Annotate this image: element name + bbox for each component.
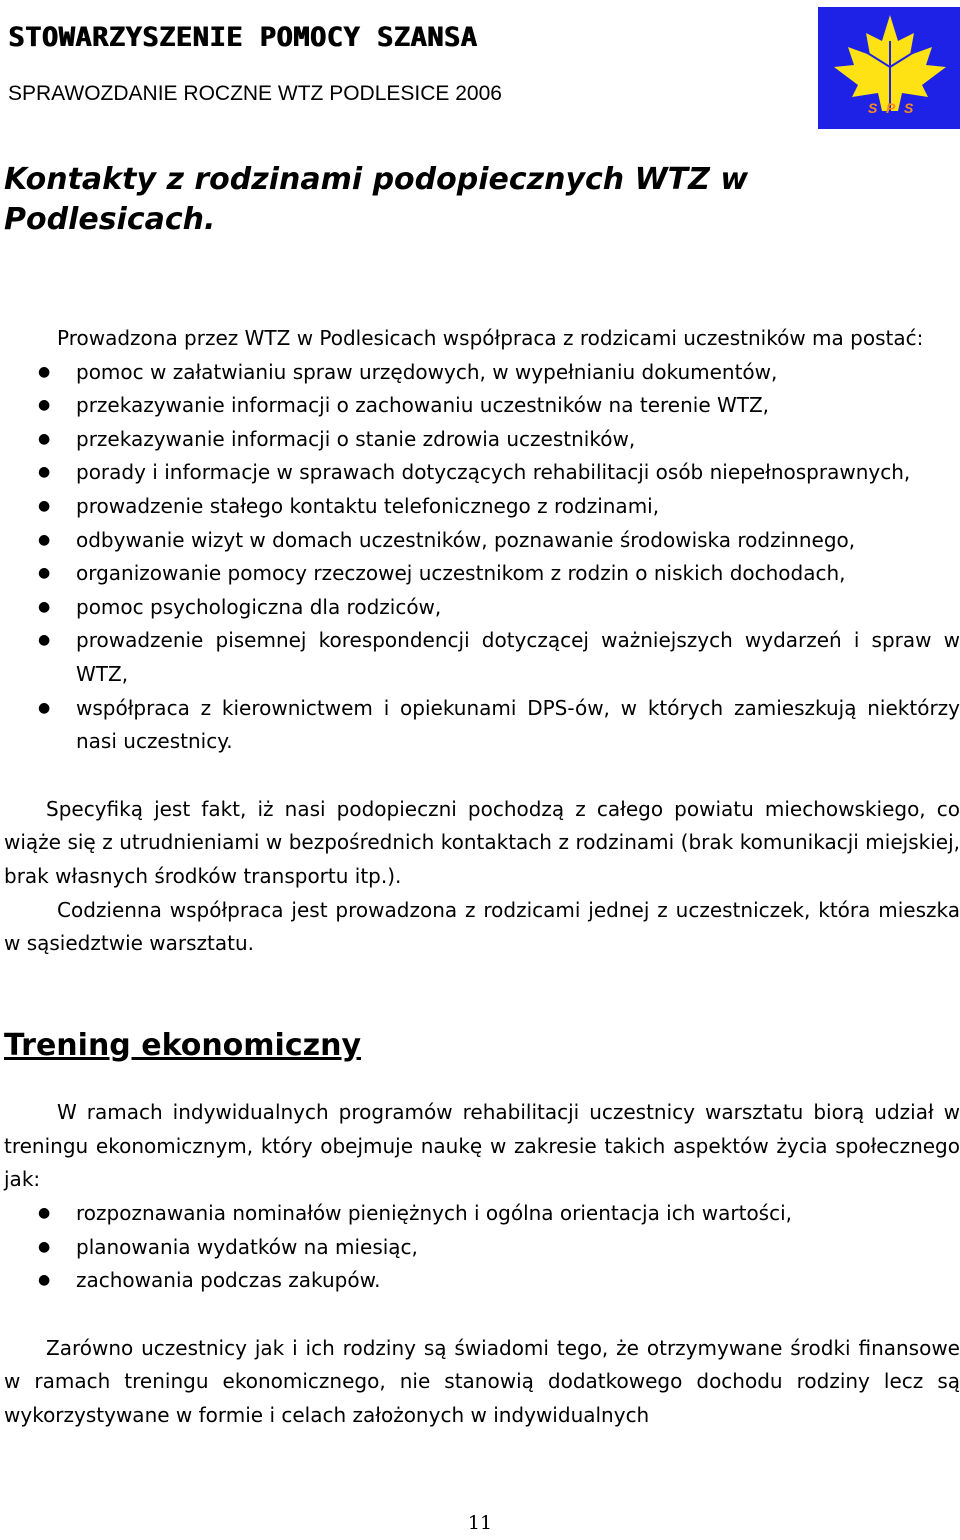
list-item: ● rozpoznawania nominałów pieniężnych i ogólna orientacja ich wartości, bbox=[4, 1197, 960, 1231]
bullet-icon: ● bbox=[38, 1238, 51, 1255]
document-body bbox=[4, 160, 960, 1433]
body-paragraph: Specyfiką jest fakt, iż nasi podopieczni pochodzą z całego powiatu miechowskiego, co wiąże się z utrudnieniami w bezpośrednich kontaktach z rodzinami (brak komunikacji miejskiej, brak własnych środków transportu itp.). bbox=[4, 796, 960, 888]
body-paragraph: Zarówno uczestnicy jak i ich rodziny są świadomi tego, że otrzymywane środki finansowe w ramach treningu ekonomicznego, nie stanowią dodatkowego dochodu rodziny lecz są wykorzystywane w formie i celach założonych w indywidualnych bbox=[4, 1335, 960, 1428]
intro-paragraph: Prowadzona przez WTZ w Podlesicach współpraca z rodzicami uczestników ma postać: bbox=[57, 326, 924, 350]
list-item: ● planowania wydatków na miesiąc, bbox=[4, 1231, 960, 1265]
list-item: ● organizowanie pomocy rzeczowej uczestnikom z rodzin o niskich dochodach, bbox=[4, 557, 960, 591]
list-item: ● pomoc w załatwianiu spraw urzędowych, w wypełnianiu dokumentów, bbox=[4, 356, 960, 390]
bullet-icon: ● bbox=[38, 430, 51, 447]
bullet-list bbox=[4, 1197, 960, 1298]
section-title: Kontakty z rodzinami podopiecznych WTZ w Podlesicach. bbox=[4, 162, 749, 237]
logo-letter: P bbox=[886, 100, 896, 116]
logo-letter: S bbox=[904, 100, 914, 116]
bullet-icon: ● bbox=[38, 497, 51, 514]
list-item: ● odbywanie wizyt w domach uczestników, poznawanie środowiska rodzinnego, bbox=[4, 524, 960, 558]
list-item: ● prowadzenie pisemnej korespondencji dotyczącej ważniejszych wydarzeń i spraw w WTZ, bbox=[4, 624, 960, 691]
list-item: ● zachowania podczas zakupów. bbox=[4, 1264, 960, 1298]
list-item: ● prowadzenie stałego kontaktu telefonicznego z rodzinami, bbox=[4, 490, 960, 524]
bullet-icon: ● bbox=[38, 464, 51, 481]
bullet-list bbox=[4, 356, 960, 759]
page-number: 11 bbox=[467, 1512, 493, 1534]
bullet-icon: ● bbox=[38, 632, 51, 649]
list-item: ● przekazywanie informacji o zachowaniu uczestników na terenie WTZ, bbox=[4, 389, 960, 423]
bullet-icon: ● bbox=[38, 699, 51, 716]
bullet-icon: ● bbox=[38, 1272, 51, 1289]
list-item: ● współpraca z kierownictwem i opiekunami DPS-ów, w których zamieszkują niektórzy nasi uczestnicy. bbox=[4, 692, 960, 759]
sps-logo bbox=[818, 7, 960, 129]
organization-name: STOWARZYSZENIE POMOCY SZANSA bbox=[8, 22, 478, 53]
intro-paragraph: W ramach indywidualnych programów rehabilitacji uczestnicy warsztatu biorą udział w treningu ekonomicznym, który obejmuje naukę w zakresie takich aspektów życia społecznego jak: bbox=[4, 1100, 960, 1192]
bullet-icon: ● bbox=[38, 565, 51, 582]
list-item: ● pomoc psychologiczna dla rodziców, bbox=[4, 591, 960, 625]
section-title: Trening ekonomiczny bbox=[4, 1027, 361, 1063]
report-title: SPRAWOZDANIE ROCZNE WTZ PODLESICE 2006 bbox=[8, 82, 502, 105]
list-item: ● porady i informacje w sprawach dotyczących rehabilitacji osób niepełnosprawnych, bbox=[4, 456, 960, 490]
bullet-icon: ● bbox=[38, 598, 51, 615]
list-item: ● przekazywanie informacji o stanie zdrowia uczestników, bbox=[4, 423, 960, 457]
bullet-icon: ● bbox=[38, 363, 51, 380]
bullet-icon: ● bbox=[38, 531, 51, 548]
bullet-icon: ● bbox=[38, 397, 51, 414]
body-paragraph: Codzienna współpraca jest prowadzona z rodzicami jednej z uczestniczek, która mieszka w sąsiedztwie warsztatu. bbox=[4, 897, 960, 956]
logo-letter: S bbox=[868, 100, 878, 116]
bullet-icon: ● bbox=[38, 1205, 51, 1222]
